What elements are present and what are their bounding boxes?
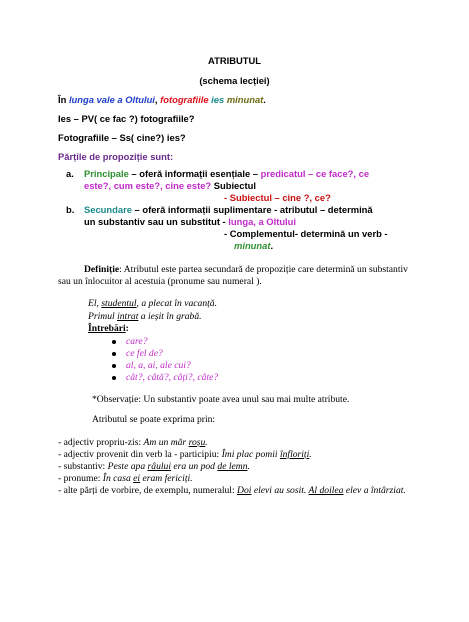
item-b-marker: b.	[66, 204, 75, 215]
example-2: Primul intrat a ieșit în grabă.	[88, 311, 202, 322]
item-a-marker: a.	[66, 168, 74, 179]
definition-line2: sau un înlocuitor al acestuia (pronume sau numeral ).	[58, 276, 262, 287]
example-sentence: În lunga vale a Oltului, fotografiile ies minunat.	[58, 94, 266, 105]
list-item: - alte părți de vorbire, de exemplu, numeralul: Doi elevi au sosit. Al doilea elev a întârziat.	[58, 485, 406, 496]
list-item: - pronume: În casa ei eram fericiți.	[58, 473, 193, 484]
item-b-line4: minunat.	[234, 240, 274, 251]
page-subtitle: (schema lecției)	[199, 75, 270, 86]
page-title: ATRIBUTUL	[208, 55, 261, 66]
list-item: cât?, câtă?, câți?, câte?	[126, 372, 218, 384]
list-item: - adjectiv provenit din verb la - participiu: Îmi plac pomii înfloriți.	[58, 449, 312, 460]
expressed-by: Atributul se poate exprima prin:	[92, 414, 216, 425]
item-b-line1: Secundare – oferă informații suplimentare - atributul – determină	[84, 204, 373, 215]
item-a-line1: Principale – oferă informații esențiale – predicatul – ce face?, ce	[84, 168, 370, 179]
parts-heading: Părțile de propoziție sunt:	[58, 151, 174, 162]
example-1: El, studentul, a plecat în vacanță.	[88, 298, 217, 309]
predicate-line: Ies – PV( ce fac ?) fotografiile?	[58, 113, 195, 124]
item-b-line3: - Complementul- determină un verb -	[224, 228, 388, 239]
item-a-line3: - Subiectul – cine ?, ce?	[224, 192, 331, 203]
subject-line: Fotografiile – Ss( cine?) ies?	[58, 132, 186, 143]
item-b-line2: un substantiv sau un substitut - lunga, a Oltului	[84, 216, 296, 227]
list-item: ce fel de?	[126, 348, 218, 360]
definition-line1: Definiție: Atributul este partea secundară de propoziție care determină un substantiv	[84, 264, 408, 275]
question-list	[126, 336, 218, 384]
list-item: care?	[126, 336, 218, 348]
item-a-line2: este?, cum este?, cine este? Subiectul	[84, 180, 256, 191]
observation: *Observație: Un substantiv poate avea unul sau mai multe atribute.	[92, 394, 350, 405]
list-item: - adjectiv propriu-zis: Am un măr roșu.	[58, 437, 208, 448]
list-item: - substantiv: Peste apa râului era un pod de lemn.	[58, 461, 250, 472]
questions-label: Întrebări:	[88, 323, 129, 334]
list-item: al, a, ai, ale cui?	[126, 360, 218, 372]
